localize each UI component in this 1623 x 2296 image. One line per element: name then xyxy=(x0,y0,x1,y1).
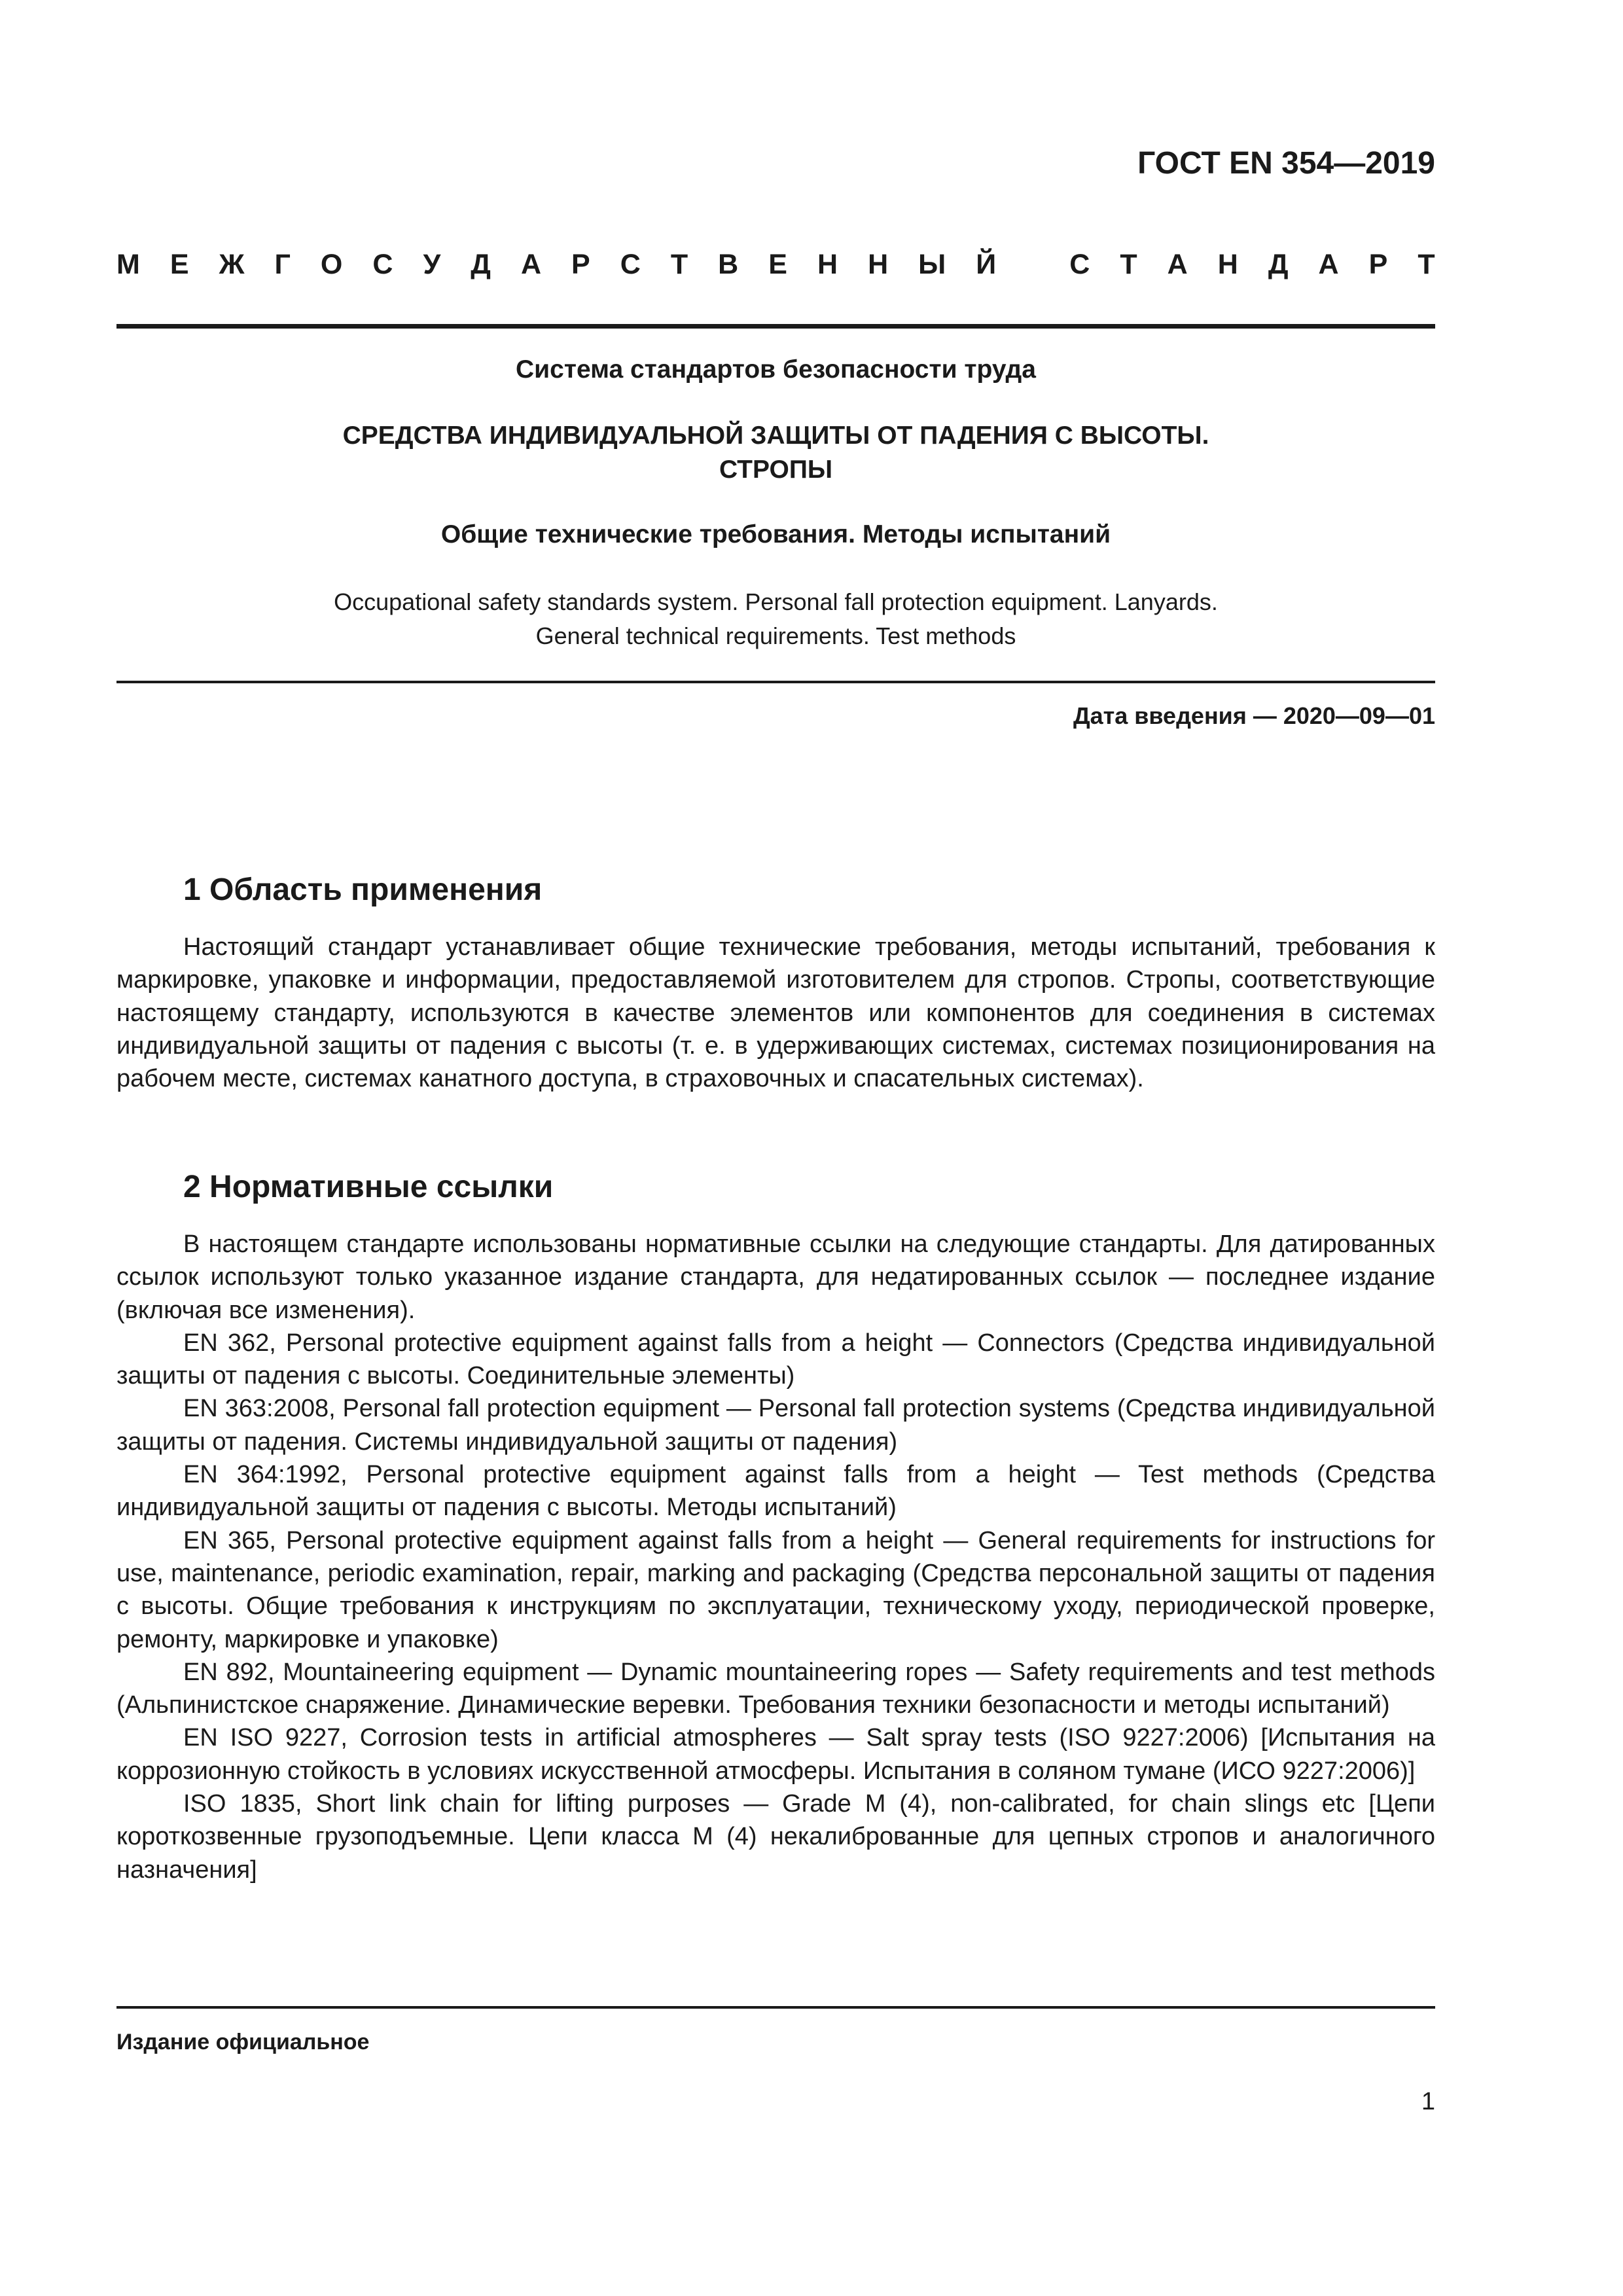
banner-letter: Д xyxy=(471,249,491,280)
banner-letter: М xyxy=(116,249,140,280)
section-2-heading: 2 Нормативные ссылки xyxy=(183,1170,554,1204)
footer-divider xyxy=(116,2006,1435,2009)
english-title xyxy=(116,585,1435,653)
banner-letter: О xyxy=(320,249,343,280)
banner-letter: Н xyxy=(817,249,838,280)
official-edition-label: Издание официальное xyxy=(116,2030,370,2054)
banner-letter: Ж xyxy=(219,249,245,280)
english-title-line-2: General technical requirements. Test methods xyxy=(535,622,1016,649)
banner-letter: С xyxy=(1069,249,1090,280)
banner-letter: У xyxy=(423,249,441,280)
subtitle: Общие технические требования. Методы испытаний xyxy=(440,520,1111,548)
banner-letter: А xyxy=(1167,249,1188,280)
banner-letter: Р xyxy=(571,249,590,280)
banner-letter: Р xyxy=(1368,249,1388,280)
main-title xyxy=(116,419,1435,487)
reference-en-362: EN 362, Personal protective equipment against falls from a height — Connectors (Средства индивидуальной защиты от падения с высоты. Соединительные элементы) xyxy=(116,1329,1435,1390)
header-divider xyxy=(116,324,1435,329)
banner-letter: Й xyxy=(976,249,997,280)
banner-letter: Г xyxy=(274,249,291,280)
banner-letter: Н xyxy=(1217,249,1238,280)
english-title-line-1: Occupational safety standards system. Personal fall protection equipment. Lanyards. xyxy=(334,588,1218,615)
banner-letter: Т xyxy=(1418,249,1435,280)
banner-letter: А xyxy=(1318,249,1339,280)
section-1-heading: 1 Область применения xyxy=(183,872,543,907)
introduction-date: Дата введения — 2020—09—01 xyxy=(1073,702,1435,729)
reference-en-364: EN 364:1992, Personal protective equipment against falls from a height — Test methods (Средства индивидуальной защиты от падения с высоты. Методы испытаний) xyxy=(116,1461,1435,1522)
banner-letter: С xyxy=(620,249,641,280)
banner-letter xyxy=(1026,249,1039,281)
paragraph: В настоящем стандарте использованы нормативные ссылки на следующие стандарты. Для датированных ссылок используют только указанное издание стандарта, для недатированных ссылок — последнее издание (включая все изменения). xyxy=(116,1230,1435,1324)
banner-letter: А xyxy=(520,249,541,280)
banner-letter: Е xyxy=(768,249,787,280)
main-title-line-1: СРЕДСТВА ИНДИВИДУАЛЬНОЙ ЗАЩИТЫ ОТ ПАДЕНИЯ С ВЫСОТЫ. xyxy=(342,422,1209,450)
banner-letter: Н xyxy=(868,249,889,280)
paragraph: Настоящий стандарт устанавливает общие технические требования, методы испытаний, требования к маркировке, упаковке и информации, предоставляемой изготовителем для стропов. Стропы, соответствующие настоящему стандарту, используются в качестве элементов или компонентов для соединения в системах индивидуальной защиты от падения с высоты (т. е. в удерживающих системах, системах позиционирования на рабочем месте, системах канатного доступа, в страховочных и спасательных системах). xyxy=(116,933,1435,1093)
interstate-standard-banner xyxy=(116,249,1435,281)
banner-letter: Т xyxy=(670,249,688,280)
banner-letter: В xyxy=(718,249,739,280)
reference-iso-1835: ISO 1835, Short link chain for lifting purposes — Grade M (4), non-calibrated, for chain slings etc [Цепи короткозвенные грузоподъемные. Цепи класса М (4) некалиброванные для цепных стропов и аналогичного назначения] xyxy=(116,1790,1435,1884)
banner-letter: С xyxy=(372,249,393,280)
reference-en-363: EN 363:2008, Personal fall protection equipment — Personal fall protection systems (Средства индивидуальной защиты от падения. Системы индивидуальной защиты от падения) xyxy=(116,1395,1435,1456)
reference-en-892: EN 892, Mountaineering equipment — Dynamic mountaineering ropes — Safety requirements and test methods (Альпинистское снаряжение. Динамические веревки. Требования техники безопасности и методы испытаний) xyxy=(116,1658,1435,1719)
banner-letter: Ы xyxy=(918,249,946,280)
banner-letter: Е xyxy=(169,249,189,280)
main-title-line-2: СТРОПЫ xyxy=(719,456,833,484)
section-2-body xyxy=(116,1228,1435,1886)
page-number: 1 xyxy=(1421,2088,1435,2115)
banner-letter: Т xyxy=(1120,249,1137,280)
reference-en-365: EN 365, Personal protective equipment against falls from a height — General requirements for instructions for use, maintenance, periodic examination, repair, marking and packaging (Средства персональной защиты от падения с высоты. Общие требования к инструкциям по эксплуатации, техническому уходу, периодической проверке, ремонту, маркировке и упаковке) xyxy=(116,1526,1435,1653)
banner-letter: Д xyxy=(1268,249,1289,280)
section-1-body xyxy=(116,931,1435,1095)
system-title: Система стандартов безопасности труда xyxy=(516,355,1036,384)
standard-number: ГОСТ EN 354—2019 xyxy=(1137,146,1435,181)
reference-en-iso-9227: EN ISO 9227, Corrosion tests in artificial atmospheres — Salt spray tests (ISO 9227:2006) [Испытания на коррозионную стойкость в условиях искусственной атмосферы. Испытания в соляном тумане (ИСО 9227:2006)] xyxy=(116,1724,1435,1785)
title-divider xyxy=(116,681,1435,683)
